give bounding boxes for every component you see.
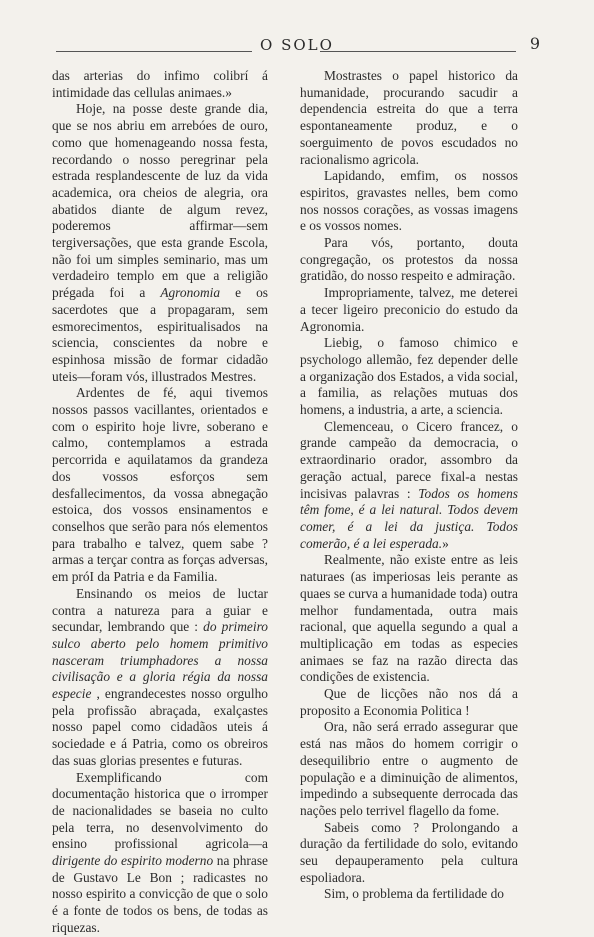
paragraph: das arterias do infimo colibrí á intimidade das cellulas animaes.» — [52, 68, 268, 100]
paragraph: Realmente, não existe entre as leis naturaes (as imperiosas leis perante as quaes se curva a humanidade toda) outra melhor fundamentada, outra mais racional, que aquella segundo a qual a multiplicação em todas as especies animaes se faz na razão directa das condições de existencia. — [300, 552, 518, 685]
emphasis: dirigente do espirito moderno — [52, 853, 214, 869]
paragraph: Sim, o problema da fertilidade do — [324, 886, 504, 902]
paragraph: Para vós, portanto, douta congregação, os protestos da nossa gratidão, do nosso respeito e admiração. — [300, 235, 518, 284]
left-column — [52, 68, 268, 937]
page-number: 9 — [529, 34, 540, 53]
paragraph: Hoje, na posse deste grande dia, que se nos abriu em arrebóes de ouro, como que homenageando nossa festa, recordando o nosso peregrinar pela estrada resplandescente de luz da vida academica, ora cheios de alegria, ora abatidos diante de algum revez, poderemos affirmar—sem tergiversações, que esta grande Escola, não foi um simples seminario, mas um verdadeiro templo em que a religião prégada foi a Agronomia e os sacerdotes que a propagaram, sem esmorecimentos, espiritualisados na sciencia, conscientes da nobre e espinhosa missão de formar cidadão uteis—foram vós, illustrados Mestres. — [52, 101, 268, 384]
running-header — [48, 32, 546, 56]
emphasis: Todos os homens têm fome, é a lei natural. Todos devem comer, é a lei da justiça. Todos comerão, é a lei esperada. — [300, 485, 518, 551]
paragraph: Clemenceau, o Cicero francez, o grande campeão da democracia, o extraordinario orador, assombro da geração actual, parece fixal-a nestas incisivas palavras : Todos os homens têm fome, é a lei natural. Todos devem comer, é a lei da justiça. Todos comerão, é a lei esperada.» — [300, 418, 518, 551]
paragraph: Mostrastes o papel historico da humanidade, procurando sacudir a dependencia estreita do que a terra espontaneamente produz, e o soerguimento de povos escudados no racionalismo agricola. — [300, 68, 518, 167]
paragraph: Impropriamente, talvez, me deterei a tecer ligeiro preconicio do estudo da Agronomia. — [300, 285, 518, 334]
paragraph: Ora, não será errado assegurar que está nas mãos do homem corrigir o desequilibrio entre o augmento de população e a diminuição de alimentos, impedindo a subsequente derrocada das nações pelo terrivel flagello da fome. — [300, 719, 518, 818]
paragraph: Lapidando, emfim, os nossos espiritos, gravastes nelles, bem como nos nossos corações, as vossas imagens e os vossos nomes. — [300, 168, 518, 234]
paragraph: Ensinando os meios de luctar contra a natureza para a guiar e secundar, lembrando que : do primeiro sulco aberto pelo homem primitivo nasceram triumphadores a nossa civilisação e a gloria régia da nossa especie , engrandecestes nosso orgulho pela profissão abraçada, exalçastes nosso papel como cidadãos uteis á sociedade e á Patria, como os obreiros das suas glorias presentes e futuras. — [52, 585, 269, 768]
paragraph: Ardentes de fé, aqui tivemos nossos passos vacillantes, orientados e com o espirito hoje livre, soberano e calmo, contemplamos a estrada percorrida e aquilatamos da grandeza dos vossos esforços sem desfallecimentos, da vossa abnegação estoica, dos vossos ensinamentos e conselhos que serão para nós elementos para trabalho e talvez, quem sabe ? armas a terçar contra as forças adversas, em próI da Patria e da Familia. — [52, 385, 268, 585]
header-rule-right — [320, 51, 516, 52]
running-title: O SOLO — [260, 36, 334, 54]
paragraph: Que de licções não nos dá a proposito a Economia Politica ! — [300, 686, 518, 718]
paragraph: Exemplificando com documentação historica que o irromper de nacionalidades se baseia no culto pela terra, no desenvolvimento do ensino profissional agricola—a dirigente do espirito moderno na phrase de Gustavo Le Bon ; radicastes no nosso espirito a convicção de que o solo é a fonte de todos os bens, de todas as riquezas. — [52, 769, 268, 935]
paragraph: Liebig, o famoso chimico e psychologo allemão, fez depender delle a organização dos Estados, a vida social, a familia, as relações mutuas dos homens, a industria, a arte, a sciencia. — [300, 335, 518, 418]
emphasis: Agronomia — [160, 285, 221, 301]
emphasis: do primeiro sulco aberto pelo homem primitivo nasceram triumphadores a nossa civilisação e a gloria régia da nossa especie — [52, 619, 269, 702]
paragraph: Sabeis como ? Prolongando a duração da fertilidade do solo, evitando seu depauperamento pela cultura espoliadora. — [300, 819, 518, 885]
right-column — [300, 68, 518, 903]
